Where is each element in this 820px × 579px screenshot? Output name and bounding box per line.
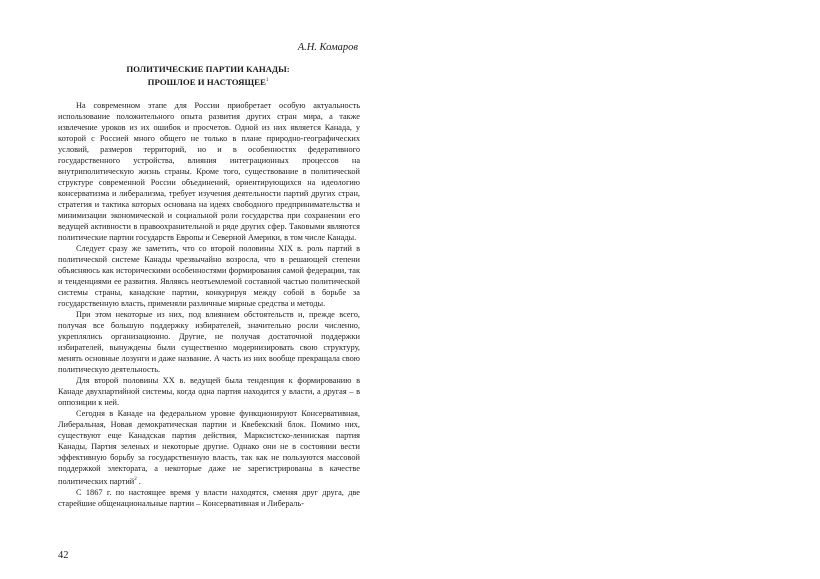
page-number: 42	[58, 550, 69, 561]
footnote-marker-2: 2	[134, 477, 137, 482]
article-title	[58, 64, 358, 88]
paragraph-6: С 1867 г. по настоящее время у власти находятся, сменяя друг друга, две старейшие общенациональные партии – Консервативная и Либераль-	[58, 487, 360, 508]
paragraph-1: На современном этапе для России приобретает особую актуальность использование положительного опыта развития других стран мира, а также извлечение уроков из их ошибок и просчетов. Одной из них является Канада, у которой с Россией много общего не только в плане природно-географических условий, размеров территорий, но и в особенностях федеративного государственного устройства, влияния интеграционных процессов на внутриполитическую жизнь страны. Кроме того, существование в политической структуре современной России объединений, ориентирующихся на идеологию консерватизма и либерализма, требует изучения деятельности партий других стран, стратегия и тактика которых основана на идеях свободного предпринимательства и минимизации экономической и социальной роли государства при сохранении его ведущей активности в правоохранительной и ряде других сфер. Таковыми являются политические партии государств Европы и Северной Америки, в том числе Канады.	[58, 101, 360, 242]
paragraph-5-text: Сегодня в Канаде на федеральном уровне функционируют Консервативная, Либеральная, Новая демократическая партии и Квебекский блок. Помимо них, существуют еще Канадская партия действия, Марксистско-ленинская партия Канады, Партия зеленых и некоторые другие. Однако они не в состоянии вести эффективную борьбу за государственную власть, так как не пользуются массовой поддержкой электората, а некоторые даже не зарегистрированы в качестве политических партий	[58, 409, 360, 486]
paragraph-2: Следует сразу же заметить, что со второй половины XIX в. роль партий в политической системе Канады чрезвычайно возросла, что в решающей степени объясняюсь как историческими особенностями формирования самой федерации, так и тенденциями ее развития. Являясь неотъемлемой составной частью политической системы страны, канадские партии, конкурируя между собой в борьбе за государственную власть, применяли различные мирные средства и методы.	[58, 244, 360, 308]
title-line-1: ПОЛИТИЧЕСКИЕ ПАРТИИ КАНАДЫ:	[126, 64, 290, 74]
title-line-2	[58, 75, 358, 88]
right-page-blank	[410, 0, 820, 579]
paragraph-5-end: .	[136, 476, 141, 486]
title-footnote-marker: 1	[265, 78, 269, 83]
paragraph-5	[58, 408, 360, 487]
article-body	[58, 100, 360, 509]
running-header-author: А.Н. Комаров	[297, 42, 358, 53]
paragraph-3: При этом некоторые из них, под влиянием обстоятельств и, прежде всего, получая все большую поддержку избирателей, значительно росли численно, укреплялись организационно. Другие, не получая достаточной поддержки избирателей, вынуждены были существенно модернизировать свою структуру, менять основные лозунги и даже название. А часть из них вообще прекращала свою политическую деятельность.	[58, 310, 360, 374]
paragraph-4: Для второй половины XX в. ведущей была тенденция к формированию в Канаде двухпартийной системы, когда одна партия находится у власти, а другая – в оппозиции к ней.	[58, 376, 360, 407]
title-line-2-text: ПРОШЛОЕ И НАСТОЯЩЕЕ	[147, 76, 266, 87]
